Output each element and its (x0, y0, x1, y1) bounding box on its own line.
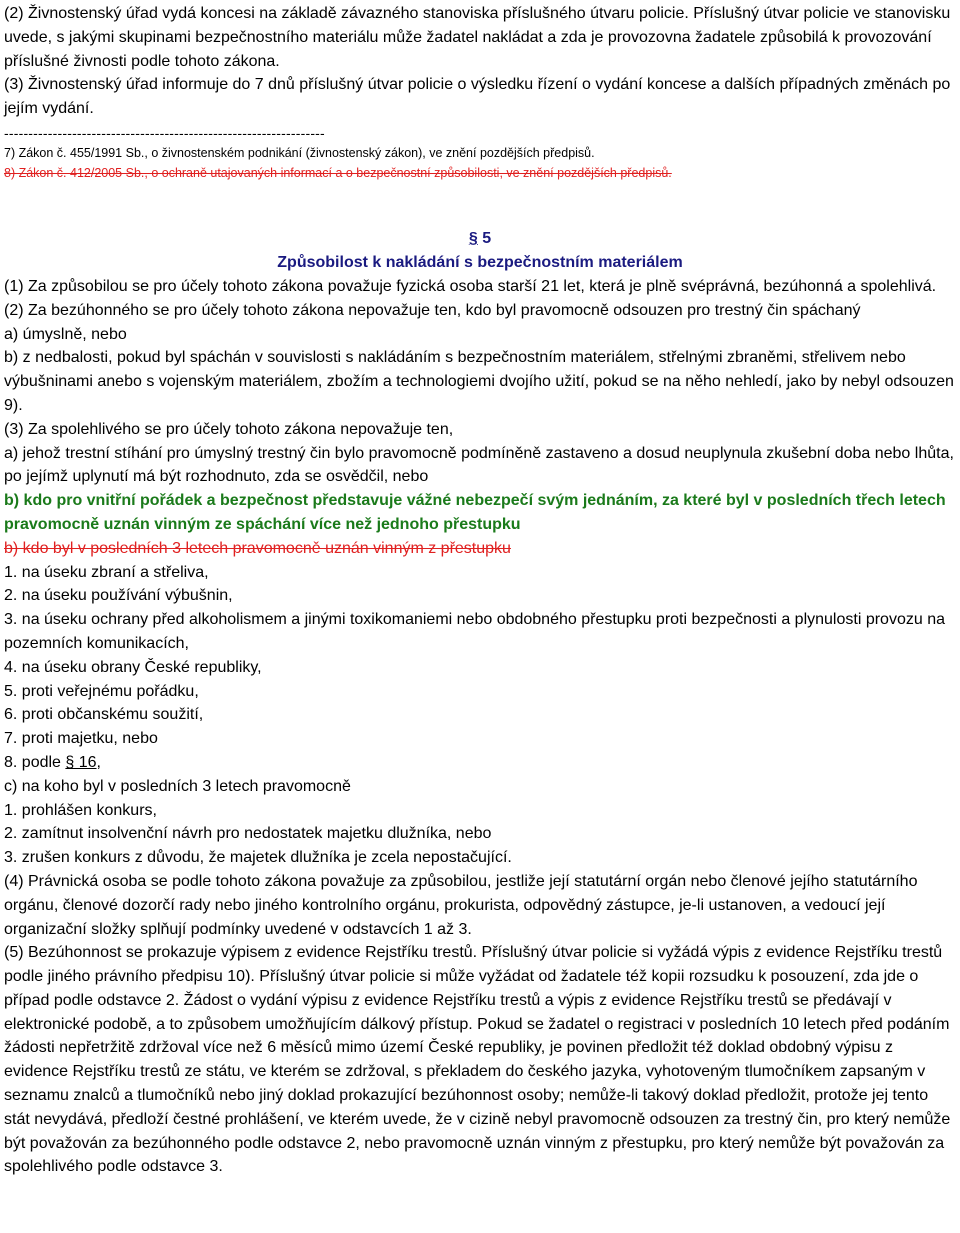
list-item-8-prefix: 8. podle (4, 753, 66, 771)
list-item-3: 3. na úseku ochrany před alkoholismem a jinými toxikomaniemi nebo obdobného přestupku proti bezpečnosti a plynulosti provozu na pozemních komunikacích, (4, 611, 945, 652)
list-item-4: 4. na úseku obrany České republiky, (4, 658, 262, 676)
paragraph-3-reliability: (3) Za spolehlivého se pro účely tohoto zákona nepovažuje ten, (4, 420, 454, 438)
list-item-6: 6. proti občanskému soužití, (4, 706, 204, 724)
list-item-1: 1. na úseku zbraní a střeliva, (4, 563, 209, 581)
section-number-value: 5 (482, 229, 492, 247)
footnote-8-deleted: 8) Zákon č. 412/2005 Sb., o ochraně utajovaných informací a o bezpečnostní způsobilosti, ve znění pozdějších předpisů. (4, 165, 672, 180)
paragraph-2-integrity: (2) Za bezúhonného se pro účely tohoto zákona nepovažuje ten, kdo byl pravomocně odsouzen pro trestný čin spáchaný (4, 301, 861, 319)
list-item-8-suffix: , (96, 753, 101, 771)
footnote-7: 7) Zákon č. 455/1991 Sb., o živnostenském podnikání (živnostenský zákon), ve znění pozdějších předpisů. (4, 145, 595, 160)
paragraph-3-item-c: c) na koho byl v posledních 3 letech pravomocně (4, 777, 351, 795)
section-symbol-link[interactable]: § (468, 229, 478, 247)
section-title: Způsobilost k nakládání s bezpečnostním materiálem (277, 253, 683, 271)
section-number (4, 227, 956, 251)
paragraph-2-item-a: a) úmyslně, nebo (4, 325, 127, 343)
list-item-2: 2. na úseku používání výbušnin, (4, 587, 233, 605)
footnote-separator: ------------------------------------------------------------------ (4, 124, 325, 141)
paragraph-3-item-b-deleted: b) kdo byl v posledních 3 letech pravomocně uznán vinným z přestupku (4, 539, 511, 557)
paragraph-1-eligibility: (1) Za způsobilou se pro účely tohoto zákona považuje fyzická osoba starší 21 let, která je plně svéprávná, bezúhonná a spolehlivá. (4, 277, 937, 295)
section-heading (4, 227, 956, 275)
item-c-2: 2. zamítnut insolvenční návrh pro nedostatek majetku dlužníka, nebo (4, 825, 492, 843)
section-16-link[interactable]: § 16 (65, 753, 97, 771)
paragraph-3-notification: (3) Živnostenský úřad informuje do 7 dnů příslušný útvar policie o výsledku řízení o vydání koncese a dalších případných změnách po jejím vydání. (4, 76, 951, 118)
item-c-3: 3. zrušen konkurs z důvodu, že majetek dlužníka je zcela nepostačující. (4, 849, 512, 867)
paragraph-2-binding-opinion: (2) Živnostenský úřad vydá koncesi na základě závazného stanoviska příslušného útvaru policie. Příslušný útvar policie ve stanovisku uvede, s jakými skupinami bezpečnostního materiálu může žadatel nakládat a zda je provozovna žadatele způsobilá k provozování příslušné živnosti podle tohoto zákona. (4, 5, 951, 70)
paragraph-5-proof: (5) Bezúhonnost se prokazuje výpisem z evidence Rejstříku trestů. Příslušný útvar policie si vyžádá výpis z evidence Rejstříku trestů podle jiného právního předpisu 10). Příslušný útvar policie si může vyžádat od žadatele též kopii rozsudku k posouzení, zda jde o případ podle odstavce 2. Žádost o vydání výpisu z evidence Rejstříku trestů a výpis z evidence Rejstříku trestů se předávají v elektronické podobě, a to způsobem umožňujícím dálkový přístup. Pokud se žadatel o registraci v posledních 10 letech před podáním žádosti nepřetržitě zdržoval více než 6 měsíců mimo území České republiky, je povinen předložit též doklad obdobný výpisu z evidence Rejstříku trestů ze státu, ve kterém se zdržoval, s překladem do českého jazyka, vyhotoveným tlumočníkem zapsaným v seznamu znalců a tlumočníků nebo jiný doklad prokazující bezúhonnost osoby; nemůže-li takový doklad předložit, protože jej tento stát nevydává, předloží čestné prohlášení, ve kterém uvede, že v cizině nebyl pravomocně odsouzen za trestný čin, pro který nemůže být považován za bezúhonného podle odstavce 2, nebo pravomocně uznán vinným z přestupku, pro který nemůže být považován za spolehlivého podle odstavce 3. (4, 944, 951, 1176)
list-item-8 (4, 751, 956, 775)
item-c-1: 1. prohlášen konkurs, (4, 801, 157, 819)
paragraph-3-item-b-new: b) kdo pro vnitřní pořádek a bezpečnost představuje vážné nebezpečí svým jednáním, za které byl v posledních třech letech pravomocně uznán vinným ze spáchání více než jednoho přestupku (4, 492, 946, 533)
paragraph-3-item-a: a) jehož trestní stíhání pro úmyslný trestný čin bylo pravomocně podmíněně zastaveno a dosud neuplynula zkušební doba nebo lhůta, po jejímž uplynutí má být rozhodnuto, zda se osvědčil, nebo (4, 444, 954, 486)
paragraph-4-legal-entity: (4) Právnická osoba se podle tohoto zákona považuje za způsobilou, jestliže její statutární orgán nebo členové jejího statutárního orgánu, členové dozorčí rady nebo jiného kontrolního orgánu, prokurista, odpovědný zástupce, je-li ustanoven, a vedoucí její organizační složky splňují podmínky uvedené v odstavcích 1 až 3. (4, 872, 918, 938)
list-item-5: 5. proti veřejnému pořádku, (4, 682, 199, 700)
paragraph-2-item-b: b) z nedbalosti, pokud byl spáchán v souvislosti s nakládáním s bezpečnostním materiálem, střelnými zbraněmi, střelivem nebo výbušninami anebo s vojenským materiálem, zbožím a technologiemi dvojího užití, pokud se na něho nehledí, jako by nebyl odsouzen 9). (4, 349, 954, 414)
list-item-7: 7. proti majetku, nebo (4, 730, 158, 748)
